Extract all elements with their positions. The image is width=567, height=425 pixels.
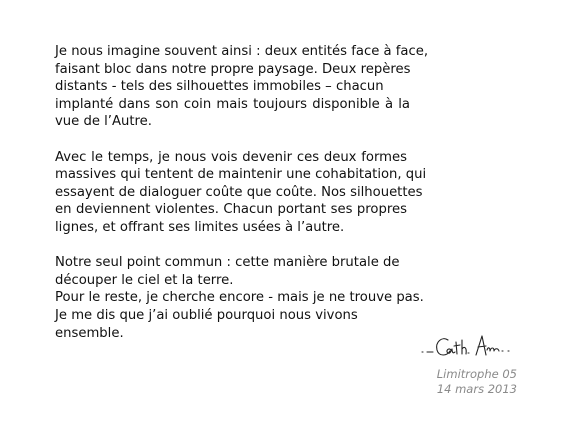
handwritten-signature bbox=[418, 330, 518, 364]
poem-line: massives qui tentent de maintenir une cohabitation, qui bbox=[55, 167, 427, 183]
stanza-3 bbox=[55, 254, 515, 342]
poem-line: lignes, et offrant ses limites usées à l’autre. bbox=[55, 219, 345, 235]
poem-line: vue de l’Autre. bbox=[55, 114, 152, 130]
poem-line: en deviennent violentes. Chacun portant ses propres bbox=[55, 202, 407, 218]
poem-line: Pour le reste, je cherche encore - mais je ne trouve pas. bbox=[55, 290, 424, 306]
poem-line: faisant bloc dans notre propre paysage. Deux repères bbox=[55, 61, 411, 77]
poem-line: Notre seul point commun : cette manière brutale de bbox=[55, 255, 400, 271]
caption-title: Limitrophe 05 bbox=[436, 367, 517, 381]
caption-date: 14 mars 2013 bbox=[436, 382, 517, 396]
poem-line: distants - tels des silhouettes immobiles – chacun bbox=[55, 79, 384, 95]
poem-line: implanté dans son coin mais toujours disponible à la bbox=[55, 96, 410, 112]
poem-line: Avec le temps, je nous vois devenir ces deux formes bbox=[55, 149, 407, 165]
poem-text bbox=[55, 43, 515, 360]
stanza-2 bbox=[55, 149, 515, 237]
poem-line: découper le ciel et la terre. bbox=[55, 272, 234, 288]
caption bbox=[437, 367, 517, 397]
poem-line: essayent de dialoguer coûte que coûte. Nos silhouettes bbox=[55, 184, 423, 200]
stanza-1 bbox=[55, 43, 515, 131]
poem-line: Je me dis que j’ai oublié pourquoi nous vivons bbox=[55, 307, 358, 323]
poem-line: ensemble. bbox=[55, 325, 124, 341]
poem-line: Je nous imagine souvent ainsi : deux entités face à face, bbox=[55, 44, 429, 59]
